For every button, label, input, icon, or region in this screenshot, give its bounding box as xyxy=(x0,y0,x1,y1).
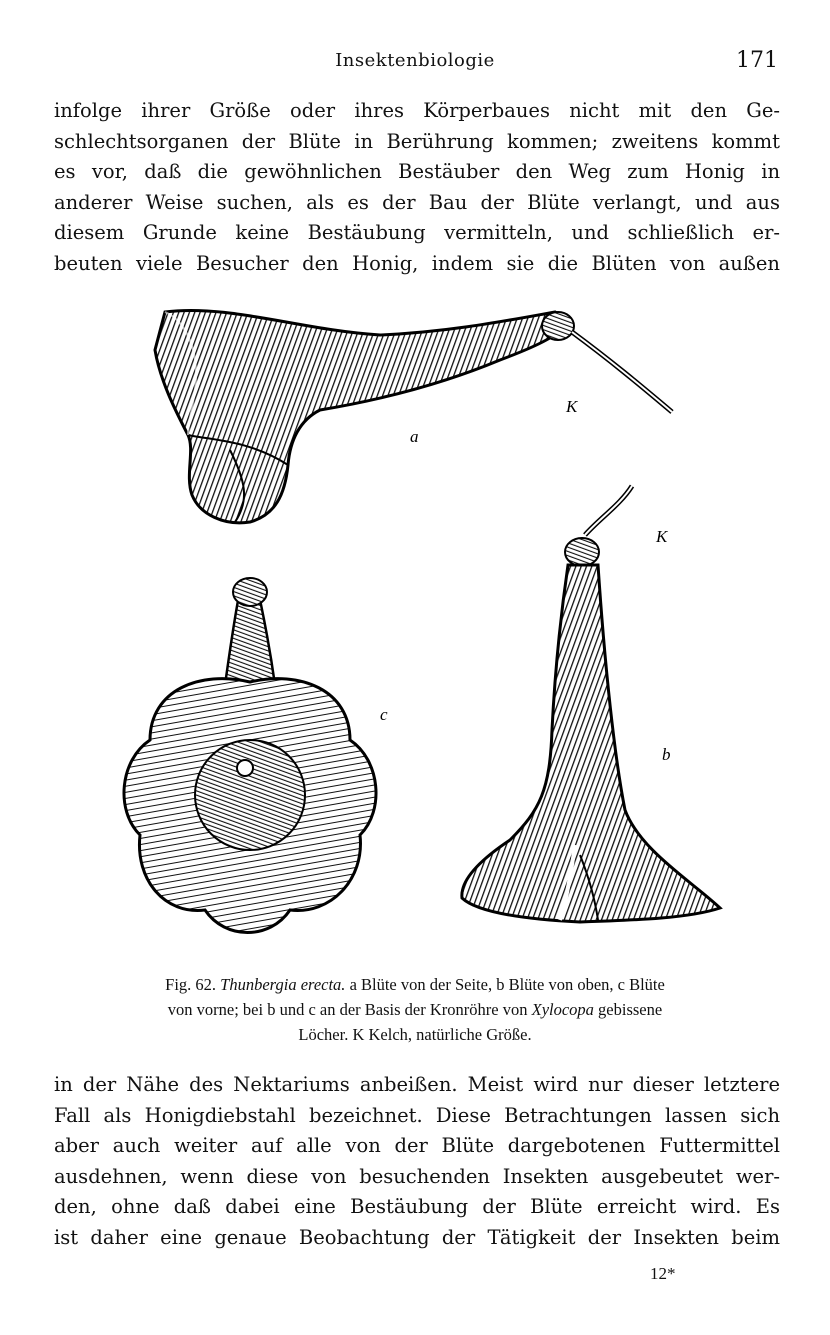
text-line: Fall als Honigdiebstahl bezeichnet. Diese Betrachtungen lassen sich xyxy=(54,1103,780,1127)
label-k-top: K xyxy=(656,527,668,546)
figure-caption xyxy=(50,972,780,1047)
text-line: anderer Weise suchen, als es der Bau der Blüte verlangt, und aus xyxy=(54,190,780,214)
flower-side-view xyxy=(155,310,672,522)
flower-illustration xyxy=(0,290,830,960)
figure-62 xyxy=(0,290,830,960)
text-line: den, ohne daß dabei eine Bestäubung der Blüte erreicht wird. Es xyxy=(54,1195,780,1218)
caption-line: Löcher. K Kelch, natürliche Größe. xyxy=(298,1025,532,1044)
caption-line xyxy=(50,972,780,997)
signature-mark: 12* xyxy=(650,1264,676,1283)
caption-genus: Xylocopa xyxy=(531,1000,594,1019)
caption-line xyxy=(50,997,780,1022)
text-line: beuten viele Besucher den Honig, indem sie die Blüten von außen xyxy=(54,251,780,275)
running-title: Insektenbiologie xyxy=(335,50,495,71)
caption-species: Thunbergia erecta. xyxy=(220,975,346,994)
caption-text: gebissene xyxy=(593,1000,663,1019)
text-line: ausdehnen, wenn diese von besuchenden Insekten ausgebeutet wer- xyxy=(54,1164,780,1188)
caption-text: a Blüte von der Seite, b Blüte von oben, c Blüte xyxy=(345,975,665,994)
paragraph-bottom xyxy=(54,1070,780,1253)
text-line: diesem Grunde keine Bestäubung vermitteln, und schließlich er- xyxy=(54,221,780,244)
flower-top-view xyxy=(462,486,720,922)
text-line: es vor, daß die gewöhnlichen Bestäuber den Weg zum Honig in xyxy=(54,160,780,183)
caption-fig-number: Fig. 62. xyxy=(165,975,217,994)
text-line: schlechtsorganen der Blüte in Berührung kommen; zweitens kommt xyxy=(54,129,780,153)
text-line: in der Nähe des Nektariums anbeißen. Meist wird nur dieser letztere xyxy=(54,1073,780,1096)
label-b: b xyxy=(662,745,671,764)
text-line: aber auch weiter auf alle von der Blüte dargebotenen Futtermittel xyxy=(54,1134,780,1157)
label-a: a xyxy=(410,427,419,446)
text-line: infolge ihrer Größe oder ihres Körperbaues nicht mit den Ge- xyxy=(54,99,780,122)
paragraph-top xyxy=(54,96,780,279)
flower-front-view xyxy=(124,578,376,933)
page-number: 171 xyxy=(736,48,778,73)
label-k-side: K xyxy=(566,397,578,416)
label-c: c xyxy=(380,705,388,724)
text-line: ist daher eine genaue Beobachtung der Tätigkeit der Insekten beim xyxy=(54,1225,780,1249)
caption-text: von vorne; bei b und c an der Basis der Kronröhre von xyxy=(167,1000,532,1019)
